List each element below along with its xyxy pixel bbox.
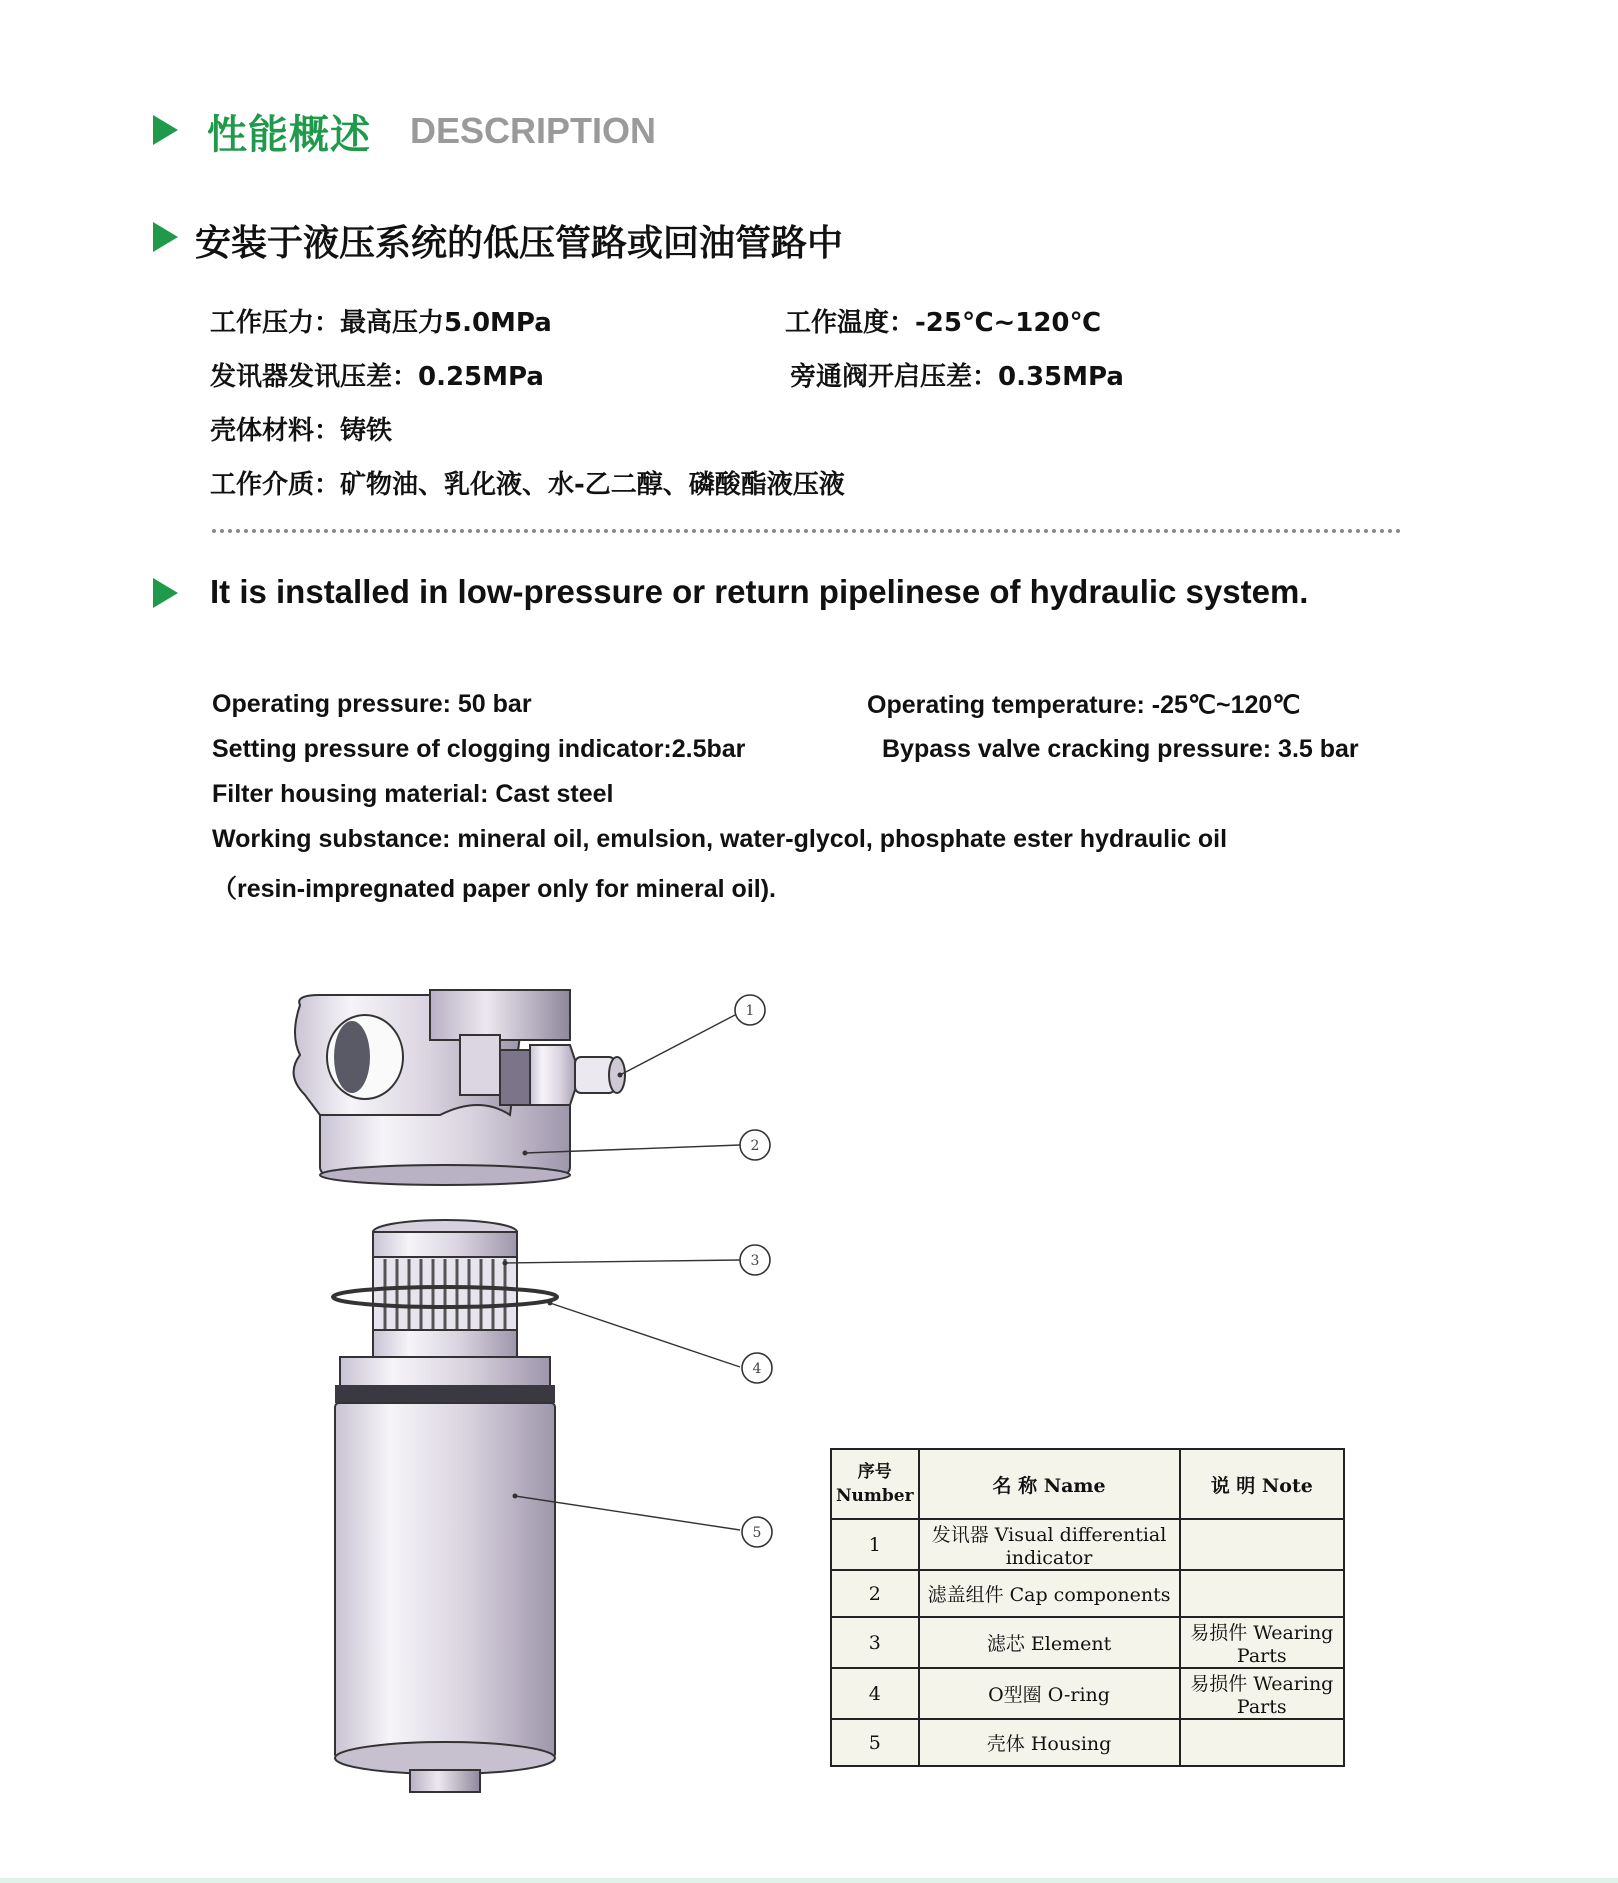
cn-working-pressure: 工作压力：最高压力5.0MPa bbox=[210, 308, 552, 338]
callout-3: 3 bbox=[750, 1253, 760, 1269]
en-clogging-indicator: Setting pressure of clogging indicator:2.5bar bbox=[212, 735, 746, 763]
cn-heading: 安装于液压系统的低压管路或回油管路中 bbox=[195, 223, 844, 264]
visual-indicator bbox=[500, 1045, 625, 1105]
name-header: 名 称 Name bbox=[919, 1449, 1180, 1519]
number-header bbox=[831, 1449, 919, 1519]
row-name: 滤盖组件 Cap components bbox=[919, 1570, 1180, 1617]
dotted-divider bbox=[210, 528, 1400, 534]
row-note bbox=[1180, 1719, 1344, 1766]
callout-5: 5 bbox=[752, 1525, 762, 1541]
row-name: 发讯器 Visual differential indicator bbox=[919, 1519, 1180, 1570]
table-row bbox=[831, 1719, 1344, 1766]
table-row bbox=[831, 1519, 1344, 1570]
row-name: O型圈 O-ring bbox=[919, 1668, 1180, 1719]
row-note: 易损件 Wearing Parts bbox=[1180, 1617, 1344, 1668]
en-heading-arrow-icon bbox=[153, 578, 178, 608]
table-row bbox=[831, 1668, 1344, 1719]
en-working-substance: Working substance: mineral oil, emulsion, water-glycol, phosphate ester hydraulic oil bbox=[212, 825, 1228, 853]
cn-indicator-pressure: 发讯器发讯压差：0.25MPa bbox=[210, 362, 544, 392]
section-title-cn: 性能概述 bbox=[207, 112, 371, 158]
en-mineral-oil-note: （resin-impregnated paper only for mineral oil). bbox=[212, 875, 776, 903]
number-header-cn: 序号 bbox=[857, 1462, 892, 1482]
table-row bbox=[831, 1617, 1344, 1668]
table-row bbox=[831, 1570, 1344, 1617]
cn-working-medium: 工作介质：矿物油、乳化液、水-乙二醇、磷酸酯液压液 bbox=[210, 470, 845, 500]
en-operating-temperature: Operating temperature: -25℃~120℃ bbox=[867, 691, 1301, 719]
row-number: 3 bbox=[831, 1617, 919, 1668]
row-number: 2 bbox=[831, 1570, 919, 1617]
en-housing-material: Filter housing material: Cast steel bbox=[212, 780, 614, 808]
section-arrow-icon bbox=[153, 115, 178, 145]
row-name: 滤芯 Element bbox=[919, 1617, 1180, 1668]
en-bypass-valve: Bypass valve cracking pressure: 3.5 bar bbox=[882, 735, 1359, 763]
cn-working-temperature: 工作温度：-25℃~120℃ bbox=[785, 308, 1101, 338]
cn-heading-arrow-icon bbox=[153, 222, 178, 252]
row-name: 壳体 Housing bbox=[919, 1719, 1180, 1766]
row-number: 5 bbox=[831, 1719, 919, 1766]
en-operating-pressure: Operating pressure: 50 bar bbox=[212, 690, 532, 718]
row-note bbox=[1180, 1519, 1344, 1570]
callout-2: 2 bbox=[750, 1138, 760, 1154]
filter-exploded-drawing bbox=[280, 975, 800, 1825]
page-bottom-band bbox=[0, 1878, 1618, 1883]
cn-bypass-pressure: 旁通阀开启压差：0.35MPa bbox=[790, 362, 1124, 392]
callout-1: 1 bbox=[745, 1003, 755, 1019]
housing bbox=[335, 1357, 555, 1792]
row-note bbox=[1180, 1570, 1344, 1617]
en-heading: It is installed in low-pressure or return pipelinese of hydraulic system. bbox=[210, 573, 1309, 610]
row-number: 4 bbox=[831, 1668, 919, 1719]
parts-table bbox=[830, 1448, 1345, 1767]
number-header-en: Number bbox=[836, 1486, 914, 1506]
note-header: 说 明 Note bbox=[1180, 1449, 1344, 1519]
row-number: 1 bbox=[831, 1519, 919, 1570]
table-header-row bbox=[831, 1449, 1344, 1519]
row-note: 易损件 Wearing Parts bbox=[1180, 1668, 1344, 1719]
cn-housing-material: 壳体材料：铸铁 bbox=[210, 416, 393, 446]
section-title-en: DESCRIPTION bbox=[410, 110, 657, 151]
callout-4: 4 bbox=[752, 1361, 762, 1377]
